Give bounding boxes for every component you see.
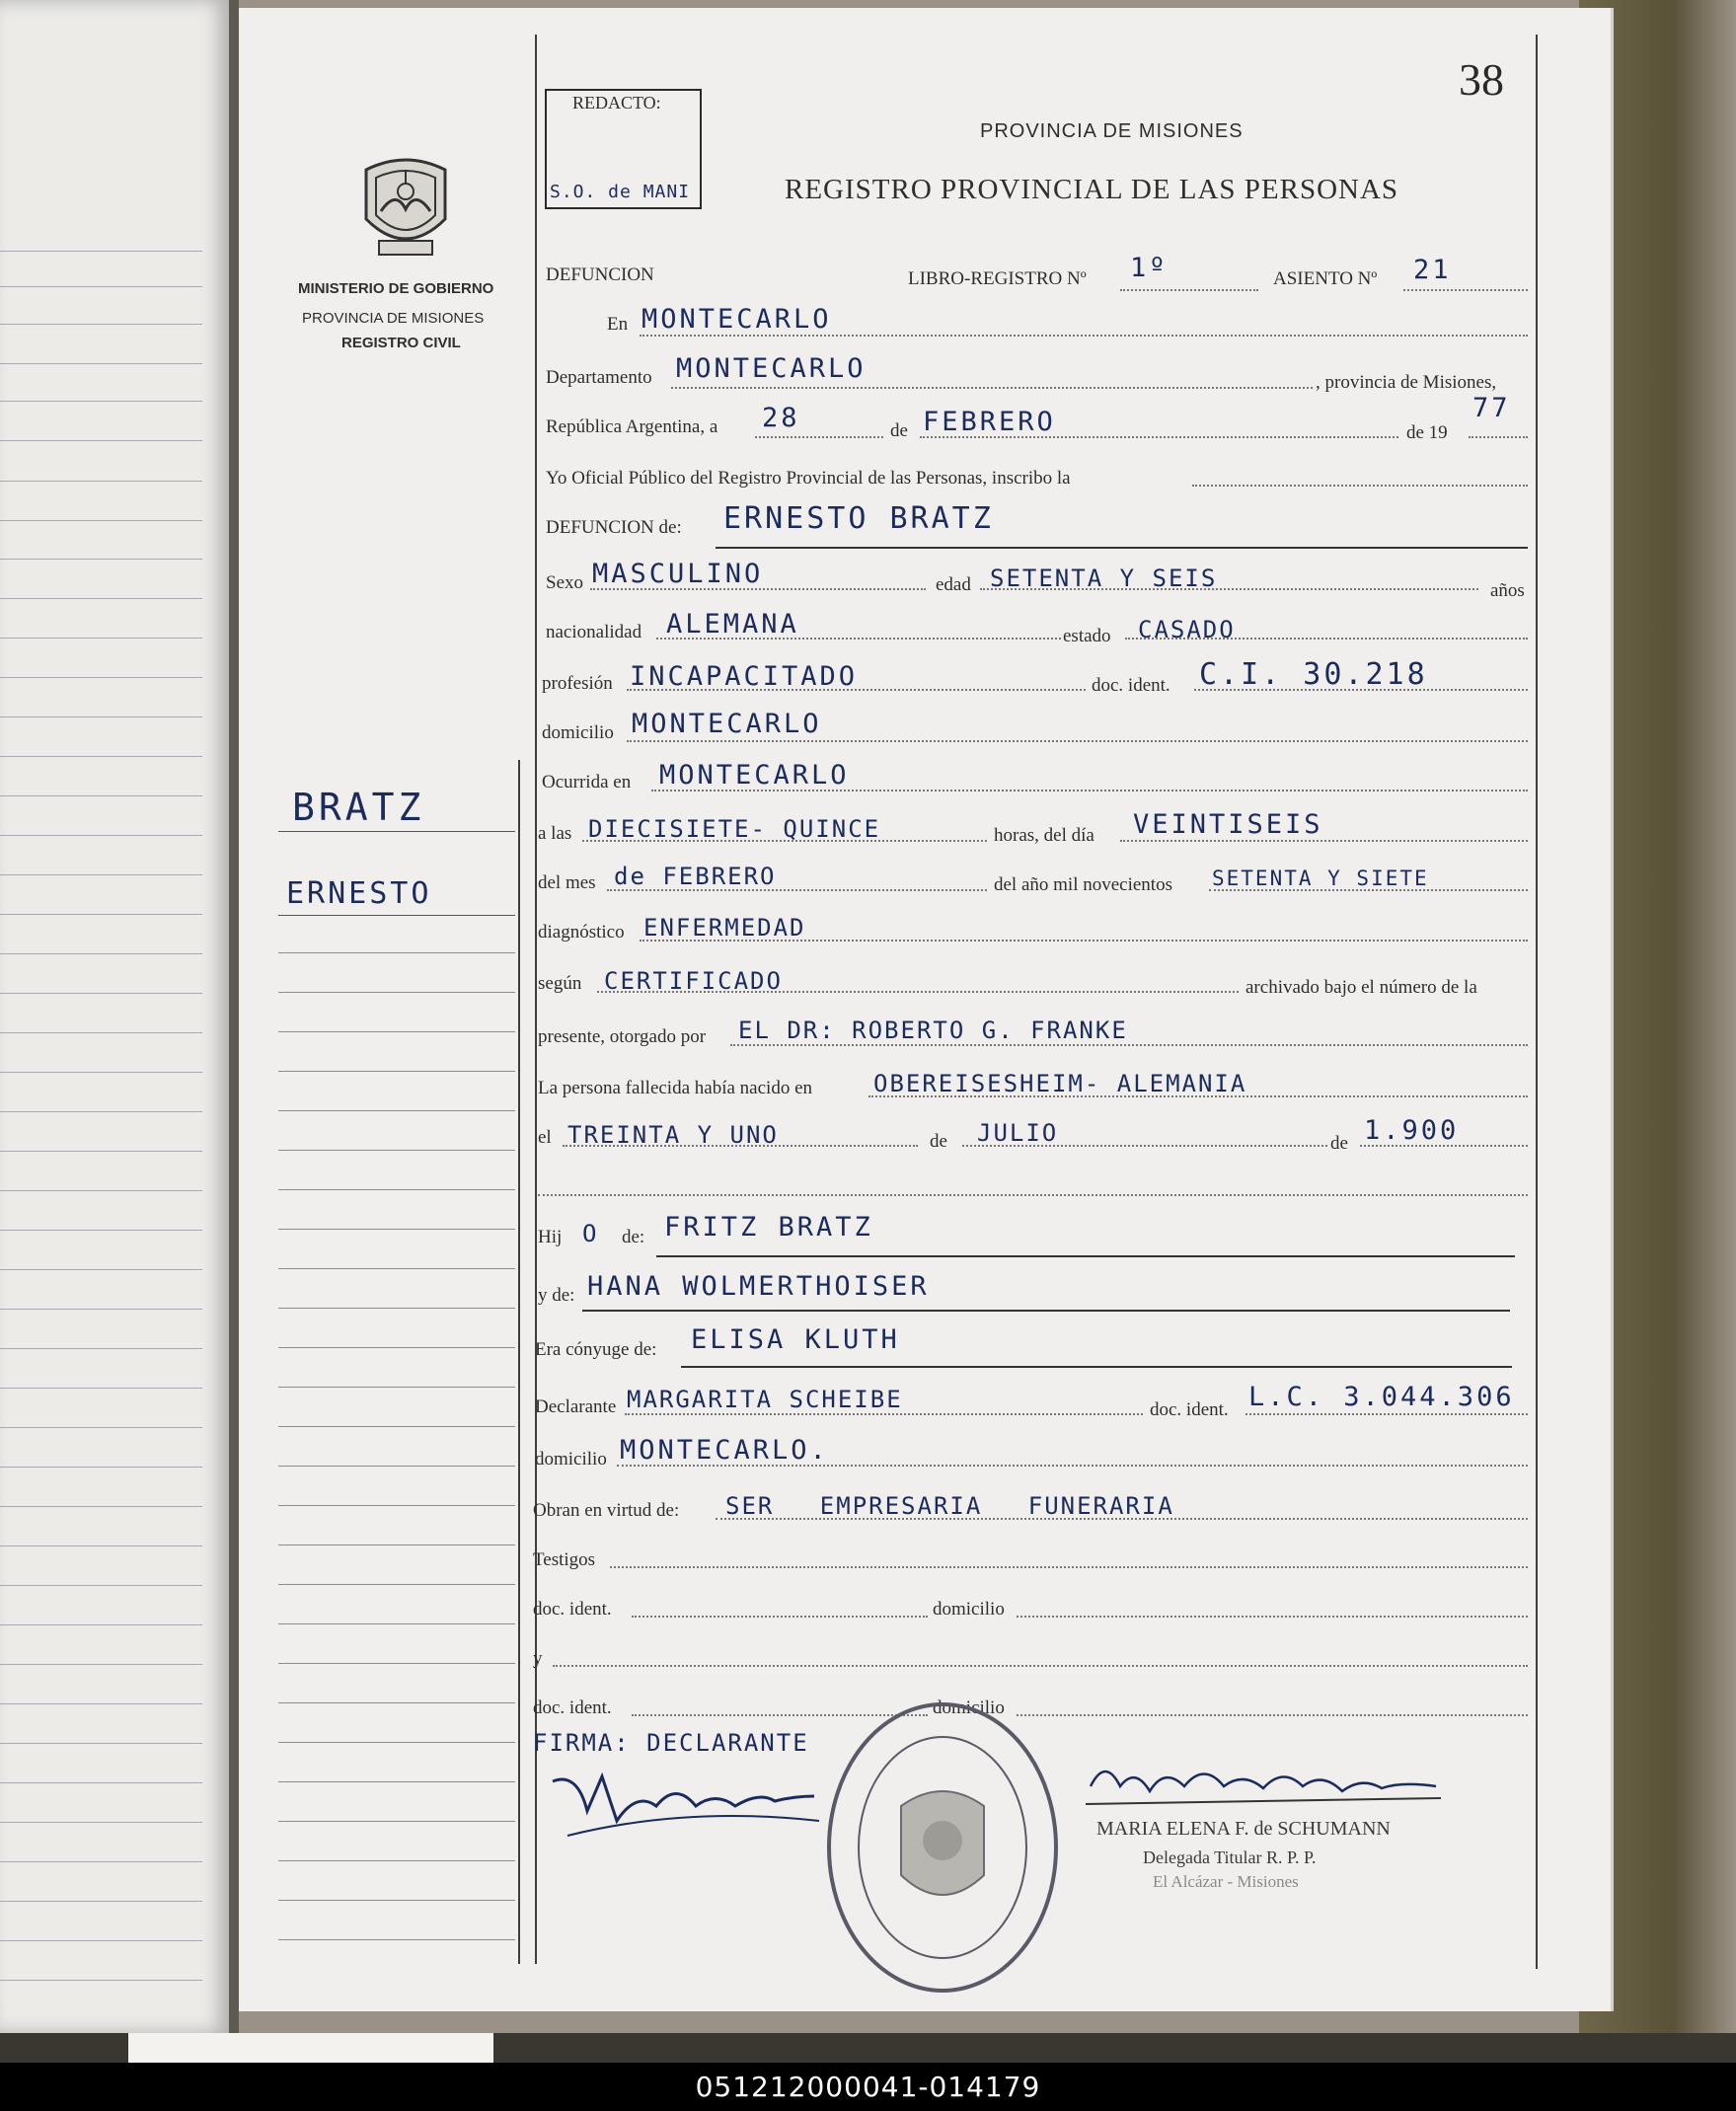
doc-ident-value: C.I. 30.218 [1199, 657, 1428, 692]
madre-value: HANA WOLMERTHOISER [587, 1271, 930, 1302]
departamento-value: MONTECARLO [676, 353, 867, 384]
testigo2-doc-label: doc. ident. [533, 1697, 612, 1718]
estado-label: estado [1063, 626, 1111, 646]
padre-value: FRITZ BRATZ [664, 1212, 873, 1243]
diagnostico-value: ENFERMEDAD [643, 914, 806, 942]
nacido-en-value: OBEREISESHEIM- ALEMANIA [873, 1070, 1247, 1097]
de-label-3: de [1330, 1133, 1348, 1154]
profesion-value: INCAPACITADO [630, 661, 859, 692]
left-page [0, 0, 229, 2033]
conyuge-label: Era cónyuge de: [535, 1339, 657, 1360]
de-label-1: de [890, 420, 908, 441]
de19-label: de 19 [1406, 422, 1448, 443]
libro-value: 1º [1130, 253, 1169, 283]
fecha-mes-value: FEBRERO [923, 407, 1056, 437]
diagnostico-label: diagnóstico [538, 922, 625, 942]
official-signature [1086, 1747, 1441, 1816]
ministry-line-2: PROVINCIA DE MISIONES [302, 310, 485, 327]
nac-mes-value: JULIO [977, 1119, 1059, 1147]
a-las-value: DIECISIETE- QUINCE [588, 815, 881, 843]
redacto-label: REDACTO: [572, 93, 661, 113]
testigos-label: Testigos [533, 1549, 596, 1570]
declarante-doc-value: L.C. 3.044.306 [1248, 1382, 1515, 1412]
obran-value: SER EMPRESARIA FUNERARIA [725, 1492, 1174, 1520]
declarant-signature [548, 1752, 824, 1850]
estado-value: CASADO [1138, 616, 1236, 643]
segun-label: según [538, 973, 582, 994]
ministry-line-1: MINISTERIO DE GOBIERNO [298, 280, 494, 297]
profesion-label: profesión [542, 673, 613, 694]
ocurrida-label: Ocurrida en [542, 772, 632, 792]
republica-label: República Argentina, a [546, 416, 718, 437]
dia-fallecimiento-value: VEINTISEIS [1133, 809, 1323, 840]
provincia-label: , provincia de Misiones, [1316, 372, 1497, 393]
book-gutter [229, 0, 239, 2033]
registry-seal-icon [822, 1697, 1064, 1998]
ano-fallecimiento-value: SETENTA Y SIETE [1212, 867, 1429, 890]
official-place: El Alcázar - Misiones [1153, 1872, 1299, 1891]
hijo-label: Hij [538, 1227, 563, 1247]
declarante-domicilio-label: domicilio [535, 1449, 607, 1470]
conyuge-value: ELISA KLUTH [691, 1324, 900, 1355]
image-id-footer: 051212000041-014179 [0, 2063, 1736, 2111]
redacto-value: S.O. de MANI [550, 182, 691, 202]
nacido-label: La persona fallecida había nacido en [538, 1078, 812, 1098]
presente-label: presente, otorgado por [538, 1026, 707, 1047]
doc-ident-label: doc. ident. [1092, 675, 1170, 696]
fecha-dia-value: 28 [762, 403, 800, 433]
de-label-2: de [930, 1131, 947, 1152]
mes-fallecimiento-value: de FEBRERO [614, 863, 777, 890]
ministry-line-3: REGISTRO CIVIL [341, 335, 461, 351]
fecha-ano-value: 77 [1472, 393, 1511, 423]
domicilio-value: MONTECARLO [632, 709, 822, 739]
en-label: En [607, 314, 629, 335]
declarante-doc-label: doc. ident. [1150, 1399, 1229, 1420]
del-ano-label: del año mil novecientos [994, 874, 1172, 895]
testigo-y-label: y [533, 1648, 543, 1669]
declarante-value: MARGARITA SCHEIBE [627, 1386, 903, 1413]
departamento-label: Departamento [546, 367, 652, 388]
nacionalidad-value: ALEMANA [666, 609, 799, 640]
archivado-label: archivado bajo el número de la [1245, 977, 1477, 998]
declarante-domicilio-value: MONTECARLO. [620, 1435, 829, 1466]
y-de-label: y de: [538, 1285, 575, 1306]
nac-ano-value: 1.900 [1364, 1115, 1460, 1146]
page-number: 38 [1459, 54, 1504, 105]
margin-surname: BRATZ [292, 786, 425, 829]
official-role: Delegada Titular R. P. P. [1143, 1847, 1317, 1867]
en-value: MONTECARLO [642, 304, 832, 335]
el-label: el [538, 1127, 552, 1148]
del-mes-label: del mes [538, 872, 596, 893]
libro-label: LIBRO-REGISTRO Nº [908, 268, 1087, 289]
hijo-suffix: O [582, 1220, 599, 1247]
testigo2-domicilio-label: domicilio [933, 1697, 1005, 1718]
hijo-de-label: de: [622, 1227, 645, 1247]
right-frame-line [1536, 35, 1538, 1969]
ocurrida-value: MONTECARLO [659, 760, 850, 791]
deceased-name-value: ERNESTO BRATZ [723, 501, 994, 536]
province-emblem-icon [351, 150, 460, 261]
official-name: MARIA ELENA F. de SCHUMANN [1096, 1818, 1391, 1840]
margin-given-name: ERNESTO [286, 876, 432, 911]
asiento-value: 21 [1413, 255, 1452, 285]
horas-label: horas, del día [994, 825, 1094, 846]
firma-declarante-label: FIRMA: DECLARANTE [533, 1729, 809, 1757]
testigo1-domicilio-label: domicilio [933, 1599, 1005, 1620]
margin-frame-line [518, 760, 520, 1964]
declarante-label: Declarante [535, 1396, 617, 1417]
anos-label: años [1490, 580, 1525, 601]
obran-label: Obran en virtud de: [533, 1500, 680, 1521]
testigo1-doc-label: doc. ident. [533, 1599, 612, 1620]
edad-label: edad [936, 574, 971, 595]
registry-title: REGISTRO PROVINCIAL DE LAS PERSONAS [785, 174, 1399, 205]
otorgado-por-value: EL DR: ROBERTO G. FRANKE [738, 1017, 1128, 1044]
sexo-label: Sexo [546, 572, 583, 593]
oficial-statement: Yo Oficial Público del Registro Provincial de las Personas, inscribo la [546, 468, 1071, 489]
nacionalidad-label: nacionalidad [546, 622, 642, 642]
sexo-value: MASCULINO [592, 559, 764, 589]
segun-value: CERTIFICADO [604, 967, 783, 995]
left-frame-line [535, 35, 537, 1964]
domicilio-label: domicilio [542, 722, 614, 743]
asiento-label: ASIENTO Nº [1273, 268, 1378, 289]
province-title: PROVINCIA DE MISIONES [980, 120, 1244, 142]
a-las-label: a las [538, 823, 572, 844]
nac-dia-value: TREINTA Y UNO [567, 1121, 779, 1149]
defuncion-de-label: DEFUNCION de: [546, 517, 682, 538]
act-type-label: DEFUNCION [546, 264, 654, 285]
below-book [0, 2033, 1736, 2063]
edad-value: SETENTA Y SEIS [990, 565, 1218, 592]
